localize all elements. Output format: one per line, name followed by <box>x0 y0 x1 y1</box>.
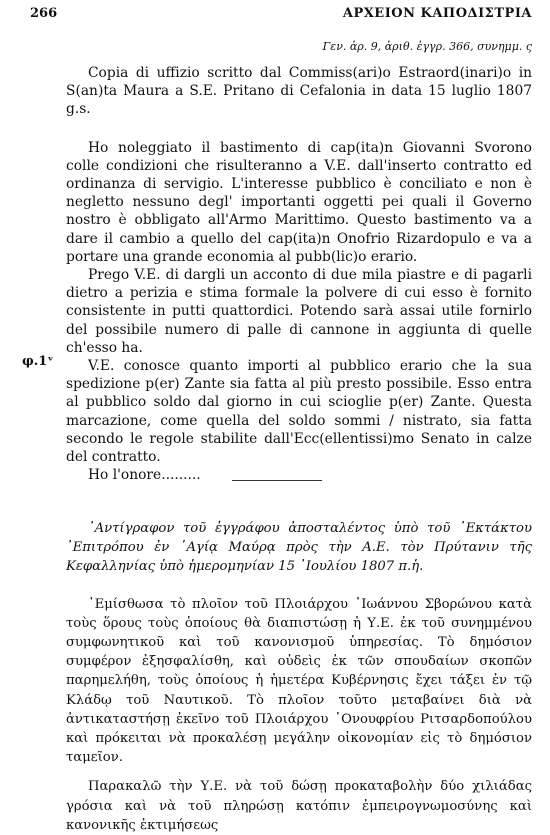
italian-paragraph-3: V.E. conosce quanto importi al pubblico erario che la sua spedizione p(er) Zante sia fatta al più presto possibile. Esso entra al pubblico soldo dal giorno in cui scioglie p(er) Zante. Questa marcazione, come quella del soldo sommi / nistrato, sia fatta secondo le regole stabilite dall'Ecc(ellentissi)mo Senato in calze del contratto. <box>66 358 532 466</box>
archive-reference: Γεν. ἀρ. 9, ἀριθ. ἐγγρ. 366, συνημμ. ς <box>322 40 532 53</box>
greek-paragraph-1: ᾿Εμίσθωσα τὸ πλοῖον τοῦ Πλοιάρχου ᾿Ιωάννου Σβορώνου κατὰ τοὺς ὅρους τοὺς ὁποίους θὰ διαπιστώσῃ ἡ Υ.Ε. ἐκ τοῦ συνημμένου συμφωνητικοῦ καὶ τοῦ κανονισμοῦ ὑπηρεσίας. Τὸ δημόσιον συμφέρον ἐξησφαλίσθη, καὶ οὐδεὶς ἐκ τῶν σπουδαίων σκοπῶν παρημελήθη, τοὺς ὁποίους ἡ ἡμετέρα Κυβέρνησις ἔχει τάξει ἐν τῷ Κλάδῳ τοῦ Ναυτικοῦ. Τὸ πλοῖον τοῦτο μεταβαίνει διὰ νὰ ἀντικαταστήσῃ ἐκεῖνο τοῦ Πλοιάρχου ᾿Ονουφρίου Ριτσαρδοπούλου καὶ πρόκειται νὰ προκαλέσῃ μεγάλην οἰκονομίαν εἰς τὸ δημόσιον ταμεῖον. <box>66 596 532 766</box>
italian-text <box>66 64 532 484</box>
folio-margin-note: φ.1ᵛ <box>22 354 54 369</box>
page-number: 266 <box>30 6 58 21</box>
section-divider <box>232 480 322 481</box>
italian-heading: Copia di uffizio scritto dal Commiss(ari)o Estraord(inari)o in S(an)ta Maura a S.E. Pritano di Cefalonia in data 15 luglio 1807 g.s. <box>66 65 532 118</box>
greek-paragraph-2: Παρακαλῶ τὴν Υ.Ε. νὰ τοῦ δώσῃ προκαταβολὴν δύο χιλιάδας γρόσια καὶ νὰ τοῦ πληρώσῃ κατόπιν ἐμπειρογνωμοσύνης καὶ κανονικῆς ἐκτιμήσεως <box>66 779 532 833</box>
greek-heading: ᾿Αντίγραφον τοῦ ἐγγράφου ἀποσταλέντος ὑπὸ τοῦ ᾿Εκτάκτου ᾿Επιτρόπου ἐν ῾Αγίᾳ Μαύρᾳ πρὸς τὴν Α.Ε. τὸν Πρύτανιν τῆς Κεφαλληνίας ὑπὸ ἡμερομηνίαν 15 ᾿Ιουλίου 1807 π.ἡ. <box>66 521 532 575</box>
page-header <box>30 6 532 26</box>
running-title: ΑΡΧΕΙΟΝ ΚΑΠΟΔΙΣΤΡΙΑ <box>342 6 532 21</box>
greek-text <box>66 519 532 835</box>
italian-closing: Ho l'onore......... <box>88 467 201 484</box>
italian-paragraph-2: Prego V.E. di dargli un acconto di due mila piastre e di pagarli dietro a perizia e stima formale la polvere di cui esso è fornito consistente in putti quattordici. Potendo sarà assai utile fornirlo del possibile numero di palle di cannone in aggiunta di quelle ch'esso ha. <box>66 267 532 356</box>
italian-paragraph-1: Ho noleggiato il bastimento di cap(ita)n Giovanni Svorono colle condizioni che risulteranno a V.E. dall'inserto contratto ed ordinanza di servigio. L'interesse pubblico è conciliato e non è negletto nessuno degl' importanti oggetti pei quali il Governo nostro è obbligato all'Armo Marittimo. Questo bastimento va a dare il cambio a quello del cap(ita)n Onofrio Rizardopulo e va a portare una grande economia al pubb(lic)o erario. <box>66 139 532 265</box>
